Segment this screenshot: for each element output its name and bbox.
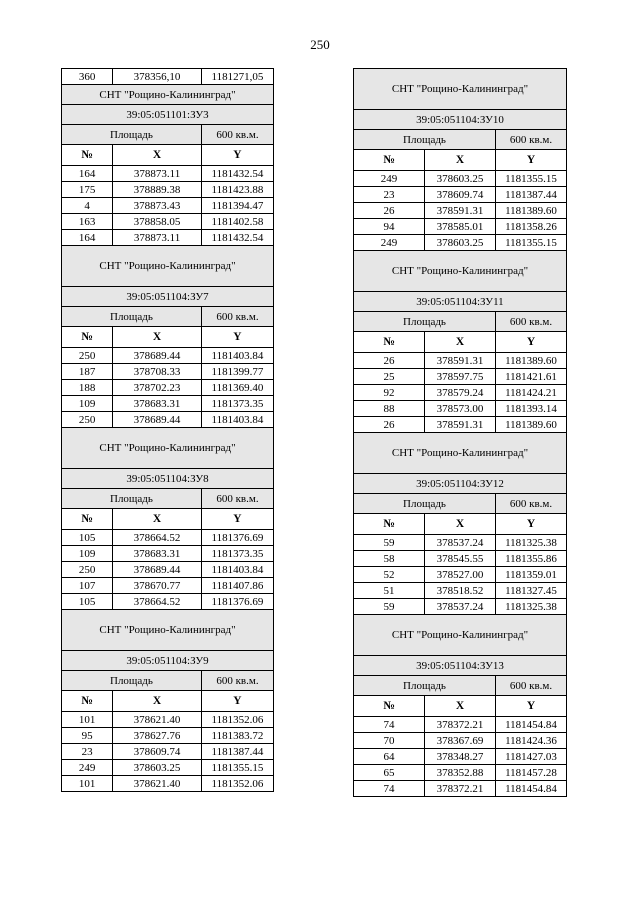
coordinate-row xyxy=(354,599,567,615)
point-number: 74 xyxy=(354,717,425,733)
coord-y: 1181352.06 xyxy=(201,712,273,728)
coord-y: 1181376.69 xyxy=(201,530,273,546)
left-coordinates-column xyxy=(61,68,274,792)
coord-x: 378597.75 xyxy=(425,369,496,385)
coord-y: 1181427.03 xyxy=(496,749,567,765)
area-row xyxy=(354,494,567,514)
organization-name: СНТ "Рощино-Калининград" xyxy=(62,610,274,651)
org-row xyxy=(62,85,274,105)
coordinate-row xyxy=(62,530,274,546)
coord-x: 378545.55 xyxy=(425,551,496,567)
header-number: № xyxy=(354,696,425,717)
coord-x: 378689.44 xyxy=(113,562,202,578)
coord-y: 1181403.84 xyxy=(201,562,273,578)
area-value: 600 кв.м. xyxy=(496,676,567,696)
point-number: 26 xyxy=(354,417,425,433)
coordinate-row xyxy=(62,230,274,246)
coordinate-row xyxy=(354,717,567,733)
coordinate-row xyxy=(62,578,274,594)
coordinate-row xyxy=(354,219,567,235)
header-x: X xyxy=(113,509,202,530)
coord-x: 378348.27 xyxy=(425,749,496,765)
coord-x: 378858.05 xyxy=(113,214,202,230)
coordinate-row xyxy=(354,583,567,599)
header-x: X xyxy=(425,150,496,171)
area-row xyxy=(354,676,567,696)
coordinate-row xyxy=(62,412,274,428)
column-header-row xyxy=(354,696,567,717)
area-value: 600 кв.м. xyxy=(201,125,273,145)
area-label: Площадь xyxy=(62,307,202,327)
org-row xyxy=(354,69,567,110)
coordinate-row xyxy=(354,535,567,551)
coord-y: 1181424.21 xyxy=(496,385,567,401)
point-number: 92 xyxy=(354,385,425,401)
coord-y: 1181358.26 xyxy=(496,219,567,235)
coord-x: 378683.31 xyxy=(113,396,202,412)
org-row xyxy=(354,615,567,656)
area-value: 600 кв.м. xyxy=(496,494,567,514)
parcel-row xyxy=(62,105,274,125)
coord-y: 1181352.06 xyxy=(201,776,273,792)
coord-x: 378603.25 xyxy=(425,235,496,251)
coordinate-row xyxy=(354,417,567,433)
org-row xyxy=(62,428,274,469)
area-row xyxy=(62,489,274,509)
coord-x: 378372.21 xyxy=(425,717,496,733)
coordinate-row xyxy=(62,776,274,792)
coord-y: 1181402.58 xyxy=(201,214,273,230)
coord-y: 1181389.60 xyxy=(496,353,567,369)
area-label: Площадь xyxy=(354,494,496,514)
coord-x: 378603.25 xyxy=(113,760,202,776)
point-number: 175 xyxy=(62,182,113,198)
point-number: 105 xyxy=(62,530,113,546)
coord-x: 378689.44 xyxy=(113,348,202,364)
area-value: 600 кв.м. xyxy=(496,130,567,150)
coordinate-row xyxy=(62,396,274,412)
point-number: 105 xyxy=(62,594,113,610)
coord-y: 1181325.38 xyxy=(496,599,567,615)
coord-x: 378702.23 xyxy=(113,380,202,396)
point-number: 94 xyxy=(354,219,425,235)
area-row xyxy=(62,307,274,327)
point-number: 23 xyxy=(62,744,113,760)
area-value: 600 кв.м. xyxy=(496,312,567,332)
header-x: X xyxy=(425,332,496,353)
parcel-row xyxy=(62,469,274,489)
parcel-number: 39:05:051104:ЗУ10 xyxy=(354,110,567,130)
point-number: 250 xyxy=(62,348,113,364)
org-row xyxy=(354,251,567,292)
header-y: Y xyxy=(201,327,273,348)
organization-name: СНТ "Рощино-Калининград" xyxy=(354,615,567,656)
column-header-row xyxy=(62,509,274,530)
coord-y: 1181373.35 xyxy=(201,546,273,562)
column-header-row xyxy=(62,145,274,166)
coordinate-row xyxy=(354,385,567,401)
point-number: 360 xyxy=(62,69,113,85)
coordinate-row xyxy=(354,235,567,251)
coord-y: 1181355.86 xyxy=(496,551,567,567)
coord-y: 1181376.69 xyxy=(201,594,273,610)
point-number: 101 xyxy=(62,712,113,728)
parcel-number: 39:05:051101:ЗУ3 xyxy=(62,105,274,125)
parcel-number: 39:05:051104:ЗУ7 xyxy=(62,287,274,307)
organization-name: СНТ "Рощино-Калининград" xyxy=(354,251,567,292)
header-y: Y xyxy=(496,696,567,717)
header-y: Y xyxy=(201,145,273,166)
area-row xyxy=(354,312,567,332)
right-coordinates-column xyxy=(353,68,567,797)
point-number: 58 xyxy=(354,551,425,567)
coord-y: 1181355.15 xyxy=(496,235,567,251)
point-number: 23 xyxy=(354,187,425,203)
area-label: Площадь xyxy=(354,676,496,696)
coordinate-row xyxy=(62,744,274,760)
coord-y: 1181359.01 xyxy=(496,567,567,583)
column-header-row xyxy=(354,150,567,171)
coordinate-row xyxy=(354,749,567,765)
coordinate-row xyxy=(62,594,274,610)
coordinate-row xyxy=(354,203,567,219)
point-number: 74 xyxy=(354,781,425,797)
point-number: 51 xyxy=(354,583,425,599)
header-x: X xyxy=(113,327,202,348)
header-x: X xyxy=(113,691,202,712)
point-number: 249 xyxy=(354,235,425,251)
coordinate-row xyxy=(354,171,567,187)
header-number: № xyxy=(62,145,113,166)
point-number: 250 xyxy=(62,412,113,428)
header-y: Y xyxy=(201,509,273,530)
point-number: 26 xyxy=(354,203,425,219)
coord-x: 378372.21 xyxy=(425,781,496,797)
coord-y: 1181387.44 xyxy=(201,744,273,760)
column-header-row xyxy=(62,327,274,348)
column-header-row xyxy=(354,332,567,353)
parcel-row xyxy=(354,656,567,676)
column-header-row xyxy=(354,514,567,535)
org-row xyxy=(62,610,274,651)
coord-y: 1181407.86 xyxy=(201,578,273,594)
organization-name: СНТ "Рощино-Калининград" xyxy=(354,433,567,474)
area-row xyxy=(354,130,567,150)
coordinate-row xyxy=(354,369,567,385)
header-number: № xyxy=(354,332,425,353)
coordinate-row xyxy=(354,187,567,203)
coord-x: 378664.52 xyxy=(113,530,202,546)
header-y: Y xyxy=(496,150,567,171)
parcel-row xyxy=(354,474,567,494)
coordinate-row xyxy=(354,567,567,583)
parcel-row xyxy=(354,110,567,130)
coord-y: 1181432.54 xyxy=(201,166,273,182)
coordinate-row xyxy=(62,198,274,214)
coordinate-row xyxy=(354,551,567,567)
coordinate-row xyxy=(62,546,274,562)
header-x: X xyxy=(113,145,202,166)
point-number: 26 xyxy=(354,353,425,369)
page-number: 250 xyxy=(310,37,330,52)
point-number: 163 xyxy=(62,214,113,230)
coord-x: 378621.40 xyxy=(113,776,202,792)
coordinate-row xyxy=(62,712,274,728)
coordinate-row xyxy=(62,348,274,364)
coord-x: 378664.52 xyxy=(113,594,202,610)
coord-x: 378573.00 xyxy=(425,401,496,417)
point-number: 249 xyxy=(354,171,425,187)
coord-x: 378873.11 xyxy=(113,230,202,246)
area-row xyxy=(62,671,274,691)
coordinate-row xyxy=(354,733,567,749)
parcel-row xyxy=(354,292,567,312)
area-label: Площадь xyxy=(354,312,496,332)
point-number: 70 xyxy=(354,733,425,749)
coord-y: 1181271,05 xyxy=(201,69,273,85)
header-number: № xyxy=(354,514,425,535)
coord-x: 378683.31 xyxy=(113,546,202,562)
point-number: 109 xyxy=(62,396,113,412)
column-header-row xyxy=(62,691,274,712)
parcel-number: 39:05:051104:ЗУ9 xyxy=(62,651,274,671)
coord-x: 378518.52 xyxy=(425,583,496,599)
left-coordinates-table xyxy=(61,68,274,792)
header-number: № xyxy=(354,150,425,171)
coord-y: 1181355.15 xyxy=(496,171,567,187)
coord-y: 1181327.45 xyxy=(496,583,567,599)
coordinate-row xyxy=(354,353,567,369)
point-number: 25 xyxy=(354,369,425,385)
coordinate-row xyxy=(62,728,274,744)
coord-x: 378352.88 xyxy=(425,765,496,781)
point-number: 187 xyxy=(62,364,113,380)
point-number: 107 xyxy=(62,578,113,594)
coord-y: 1181394.47 xyxy=(201,198,273,214)
parcel-row xyxy=(62,651,274,671)
org-row xyxy=(62,246,274,287)
coord-y: 1181454.84 xyxy=(496,781,567,797)
coord-x: 378689.44 xyxy=(113,412,202,428)
point-number: 249 xyxy=(62,760,113,776)
coord-x: 378627.76 xyxy=(113,728,202,744)
coordinate-row xyxy=(62,380,274,396)
coordinate-row xyxy=(62,364,274,380)
coord-y: 1181383.72 xyxy=(201,728,273,744)
point-number: 52 xyxy=(354,567,425,583)
point-number: 4 xyxy=(62,198,113,214)
coord-x: 378537.24 xyxy=(425,535,496,551)
coordinate-row xyxy=(62,166,274,182)
coord-y: 1181403.84 xyxy=(201,412,273,428)
right-coordinates-table xyxy=(353,68,567,797)
coord-x: 378591.31 xyxy=(425,203,496,219)
coordinate-row xyxy=(62,760,274,776)
coord-y: 1181399.77 xyxy=(201,364,273,380)
coord-x: 378873.11 xyxy=(113,166,202,182)
coord-x: 378603.25 xyxy=(425,171,496,187)
header-x: X xyxy=(425,514,496,535)
coordinate-row xyxy=(354,781,567,797)
coord-x: 378537.24 xyxy=(425,599,496,615)
coord-y: 1181421.61 xyxy=(496,369,567,385)
coordinate-row xyxy=(62,562,274,578)
organization-name: СНТ "Рощино-Калининград" xyxy=(62,85,274,105)
coord-y: 1181424.36 xyxy=(496,733,567,749)
area-value: 600 кв.м. xyxy=(201,307,273,327)
coord-y: 1181373.35 xyxy=(201,396,273,412)
coord-y: 1181389.60 xyxy=(496,203,567,219)
header-number: № xyxy=(62,327,113,348)
area-label: Площадь xyxy=(62,125,202,145)
coord-x: 378670.77 xyxy=(113,578,202,594)
coord-x: 378367.69 xyxy=(425,733,496,749)
org-row xyxy=(354,433,567,474)
coord-y: 1181454.84 xyxy=(496,717,567,733)
point-number: 88 xyxy=(354,401,425,417)
parcel-number: 39:05:051104:ЗУ13 xyxy=(354,656,567,676)
point-number: 65 xyxy=(354,765,425,781)
coord-x: 378579.24 xyxy=(425,385,496,401)
organization-name: СНТ "Рощино-Калининград" xyxy=(62,246,274,287)
area-value: 600 кв.м. xyxy=(201,671,273,691)
parcel-number: 39:05:051104:ЗУ11 xyxy=(354,292,567,312)
coord-y: 1181403.84 xyxy=(201,348,273,364)
parcel-number: 39:05:051104:ЗУ12 xyxy=(354,474,567,494)
coord-y: 1181393.14 xyxy=(496,401,567,417)
parcel-row xyxy=(62,287,274,307)
coord-y: 1181369.40 xyxy=(201,380,273,396)
area-label: Площадь xyxy=(62,489,202,509)
header-y: Y xyxy=(201,691,273,712)
point-number: 250 xyxy=(62,562,113,578)
coord-x: 378591.31 xyxy=(425,417,496,433)
point-number: 59 xyxy=(354,599,425,615)
coord-y: 1181389.60 xyxy=(496,417,567,433)
organization-name: СНТ "Рощино-Калининград" xyxy=(62,428,274,469)
coord-x: 378585.01 xyxy=(425,219,496,235)
header-number: № xyxy=(62,509,113,530)
coordinate-row xyxy=(62,214,274,230)
coord-x: 378356,10 xyxy=(113,69,202,85)
header-y: Y xyxy=(496,332,567,353)
point-number: 109 xyxy=(62,546,113,562)
area-row xyxy=(62,125,274,145)
coordinate-row xyxy=(354,401,567,417)
organization-name: СНТ "Рощино-Калининград" xyxy=(354,69,567,110)
coord-y: 1181387.44 xyxy=(496,187,567,203)
coord-x: 378708.33 xyxy=(113,364,202,380)
point-number: 59 xyxy=(354,535,425,551)
coord-x: 378609.74 xyxy=(113,744,202,760)
point-number: 101 xyxy=(62,776,113,792)
coord-x: 378609.74 xyxy=(425,187,496,203)
point-number: 164 xyxy=(62,166,113,182)
coordinate-row xyxy=(62,182,274,198)
header-y: Y xyxy=(496,514,567,535)
coord-x: 378527.00 xyxy=(425,567,496,583)
coord-y: 1181325.38 xyxy=(496,535,567,551)
parcel-number: 39:05:051104:ЗУ8 xyxy=(62,469,274,489)
coord-x: 378621.40 xyxy=(113,712,202,728)
coord-x: 378889.38 xyxy=(113,182,202,198)
coordinate-row xyxy=(354,765,567,781)
coord-y: 1181432.54 xyxy=(201,230,273,246)
coord-x: 378591.31 xyxy=(425,353,496,369)
coord-x: 378873.43 xyxy=(113,198,202,214)
point-number: 188 xyxy=(62,380,113,396)
carryover-row xyxy=(62,69,274,85)
coord-y: 1181355.15 xyxy=(201,760,273,776)
point-number: 95 xyxy=(62,728,113,744)
point-number: 164 xyxy=(62,230,113,246)
coord-y: 1181423.88 xyxy=(201,182,273,198)
area-value: 600 кв.м. xyxy=(201,489,273,509)
header-x: X xyxy=(425,696,496,717)
area-label: Площадь xyxy=(354,130,496,150)
coord-y: 1181457.28 xyxy=(496,765,567,781)
area-label: Площадь xyxy=(62,671,202,691)
point-number: 64 xyxy=(354,749,425,765)
header-number: № xyxy=(62,691,113,712)
